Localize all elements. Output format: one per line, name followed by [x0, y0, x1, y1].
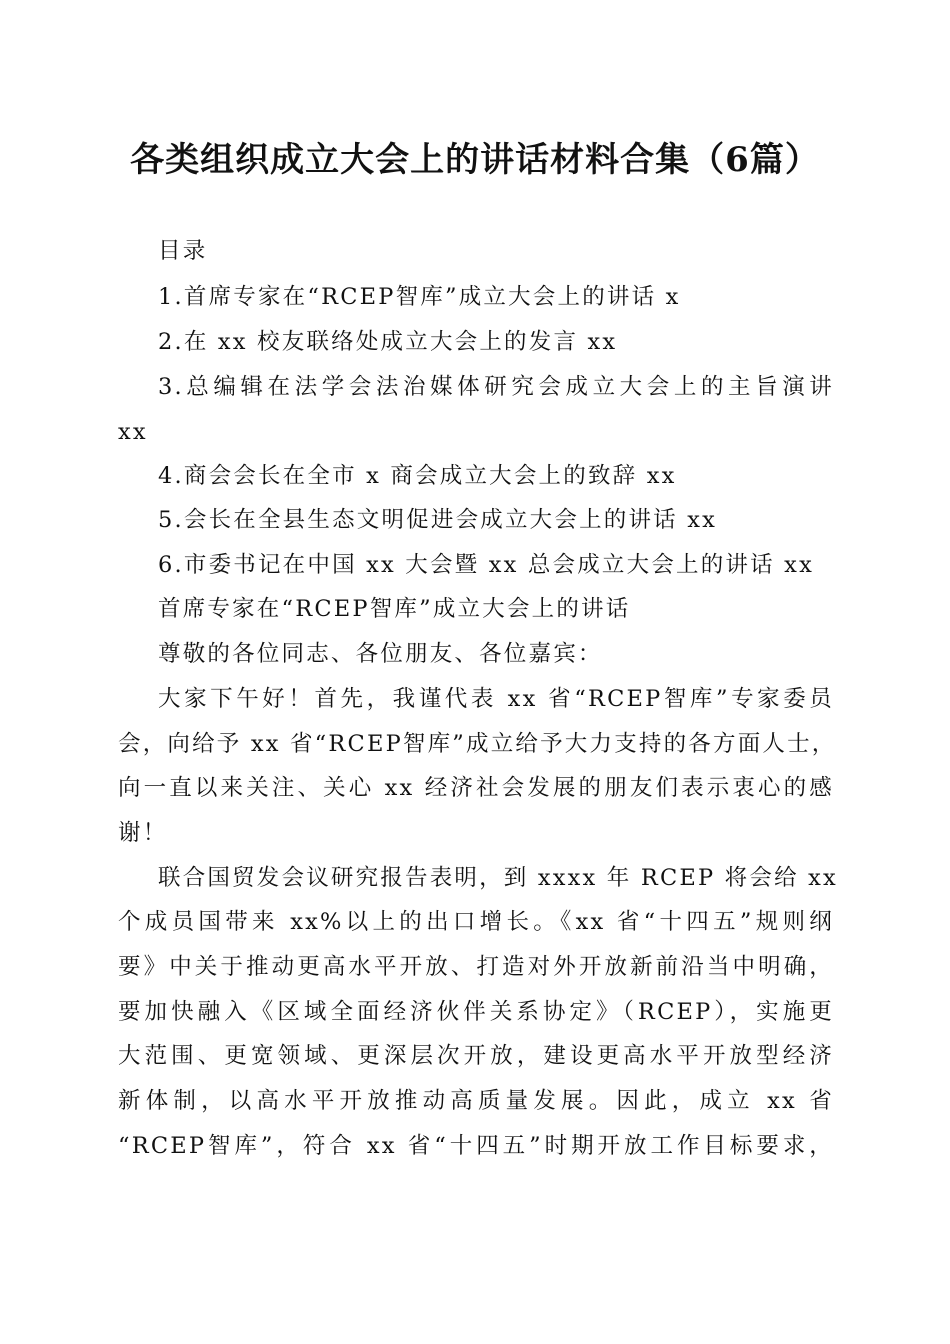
toc-item-2: 2.在 xx 校友联络处成立大会上的发言 xx [158, 329, 618, 355]
paragraph-line: 新体制，以高水平开放推动高质量发展。因此，成立 xx 省 [118, 1088, 834, 1114]
document-title: 各类组织成立大会上的讲话材料合集（6篇） [130, 140, 820, 180]
section-title: 首席专家在“RCEP智库”成立大会上的讲话 [158, 596, 631, 622]
paragraph-line: 大家下午好！首先，我谨代表 xx 省“RCEP智库”专家委员 [158, 686, 834, 712]
salutation: 尊敬的各位同志、各位朋友、各位嘉宾： [158, 641, 603, 667]
paragraph-line: 会，向给予 xx 省“RCEP智库”成立给予大力支持的各方面人士， [118, 731, 837, 757]
toc-item-3-continuation: xx [118, 419, 148, 445]
paragraph-line: 要加快融入《区域全面经济伙伴关系协定》（RCEP），实施更 [118, 999, 834, 1025]
paragraph-line: 要》中关于推动更高水平开放、打造对外开放新前沿当中明确， [118, 954, 834, 980]
paragraph-line: 大范围、更宽领域、更深层次开放，建设更高水平开放型经济 [118, 1043, 834, 1069]
paragraph-line: 联合国贸发会议研究报告表明，到 xxxx 年 RCEP 将会给 xx [158, 865, 838, 891]
toc-item-3: 3.总编辑在法学会法治媒体研究会成立大会上的主旨演讲 [158, 374, 834, 400]
paragraph-line: 个成员国带来 xx%以上的出口增长。《xx 省“十四五”规则纲 [118, 909, 834, 935]
toc-heading: 目录 [158, 238, 208, 264]
toc-item-4: 4.商会会长在全市 x 商会成立大会上的致辞 xx [158, 463, 677, 489]
toc-item-5: 5.会长在全县生态文明促进会成立大会上的讲话 xx [158, 507, 717, 533]
toc-item-6: 6.市委书记在中国 xx 大会暨 xx 总会成立大会上的讲话 xx [158, 552, 814, 578]
toc-item-1: 1.首席专家在“RCEP智库”成立大会上的讲话 x [158, 284, 681, 310]
paragraph-line: 向一直以来关注、关心 xx 经济社会发展的朋友们表示衷心的感 [118, 775, 834, 801]
paragraph-line: “RCEP智库”，符合 xx 省“十四五”时期开放工作目标要求， [118, 1133, 834, 1159]
paragraph-line: 谢！ [118, 820, 168, 846]
